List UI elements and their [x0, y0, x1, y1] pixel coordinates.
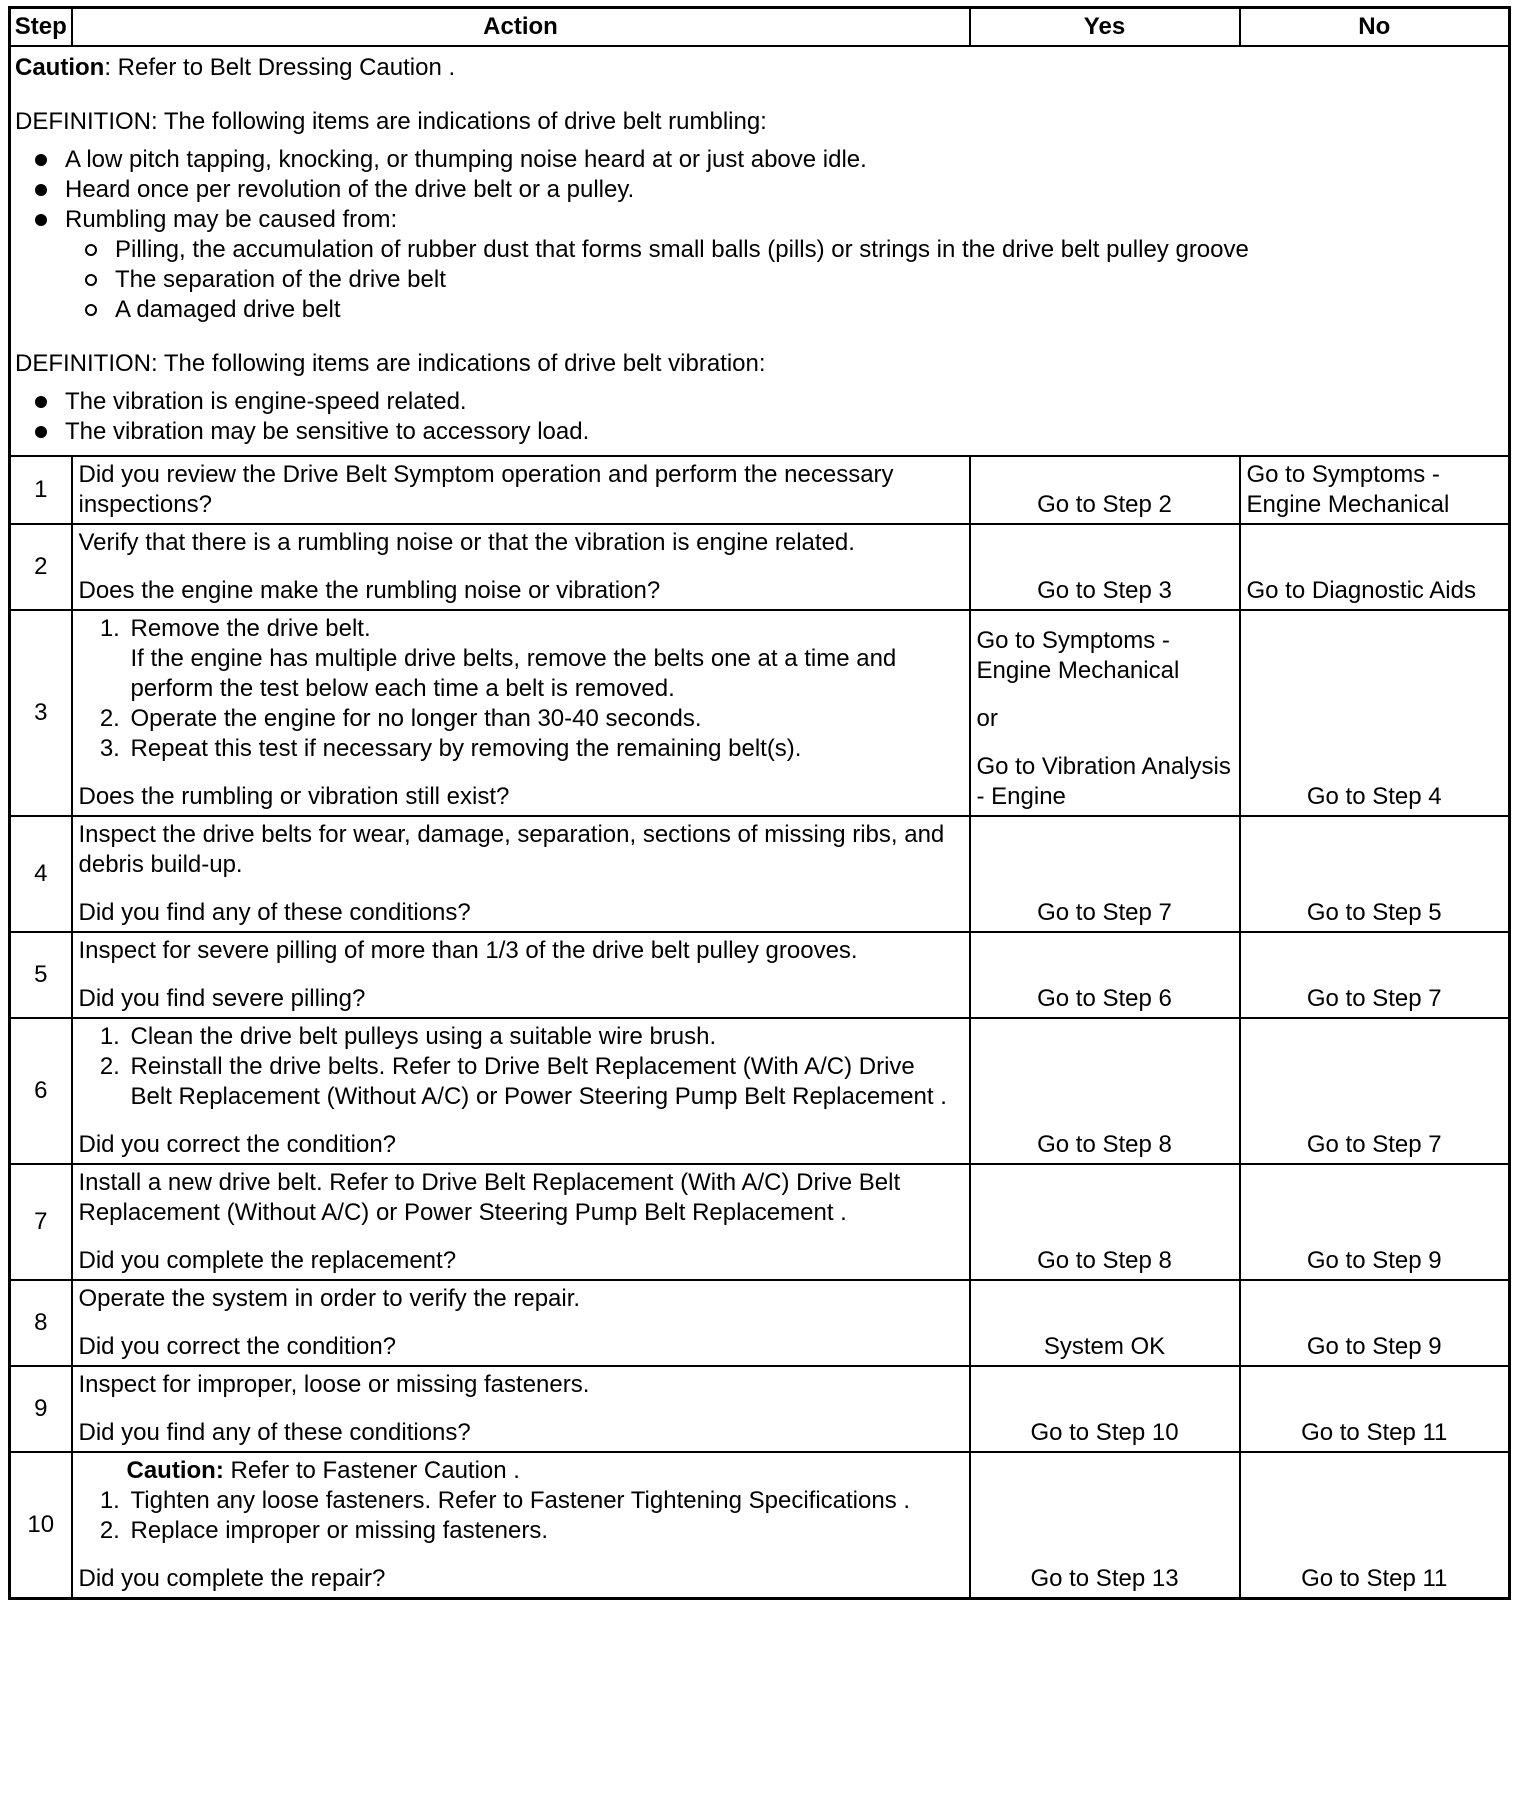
action-cell [72, 524, 970, 610]
list-item: 2. Replace improper or missing fasteners. [127, 1516, 963, 1546]
list-item: 2. Reinstall the drive belts. Refer to Drive Belt Replacement (With A/C) Drive Belt Replacement (Without A/C) or Power Steering Pump Belt Replacement . [127, 1052, 963, 1112]
yes-cell: Go to Step 8 [970, 1164, 1240, 1280]
list-item: 1. Clean the drive belt pulleys using a suitable wire brush. [127, 1022, 963, 1052]
action-cell [72, 1366, 970, 1452]
action-steps [79, 1022, 963, 1112]
action-question: Did you find any of these conditions? [78, 1419, 471, 1446]
action-question: Did you find any of these conditions? [78, 899, 471, 926]
step-number: 5 [10, 932, 72, 1018]
list-item: A low pitch tapping, knocking, or thumping noise heard at or just above idle. [35, 145, 1504, 175]
action-text: Verify that there is a rumbling noise or that the vibration is engine related. [78, 529, 855, 556]
action-question: Did you complete the replacement? [78, 1247, 457, 1274]
list-item: 2. Operate the engine for no longer than 30-40 seconds. [127, 704, 963, 734]
table-row [10, 1018, 1510, 1164]
action-steps [79, 1486, 963, 1546]
step-number: 4 [10, 816, 72, 932]
yes-cell: Go to Step 10 [970, 1366, 1240, 1452]
no-cell: Go to Step 7 [1240, 932, 1510, 1018]
list-item: Pilling, the accumulation of rubber dust that forms small balls (pills) or strings in the drive belt pulley groove [85, 235, 1504, 265]
header-step: Step [10, 8, 72, 47]
no-cell: Go to Step 9 [1240, 1164, 1510, 1280]
step-number: 6 [10, 1018, 72, 1164]
no-cell: Go to Step 9 [1240, 1280, 1510, 1366]
caution-text: : Refer to Belt Dressing Caution . [104, 54, 456, 81]
intro-row [10, 46, 1510, 456]
yes-cell [970, 610, 1240, 816]
definition-vibration: DEFINITION: The following items are indications of drive belt vibration: [15, 350, 766, 377]
yes-option-b: Go to Vibration Analysis - Engine [976, 753, 1231, 810]
list-item-text: Remove the drive belt. [130, 615, 371, 642]
rumbling-list [15, 145, 1504, 325]
step-number: 10 [10, 1452, 72, 1599]
step-number: 8 [10, 1280, 72, 1366]
list-item: Heard once per revolution of the drive belt or a pulley. [35, 175, 1504, 205]
list-item: The separation of the drive belt [85, 265, 1504, 295]
yes-cell: System OK [970, 1280, 1240, 1366]
header-yes: Yes [970, 8, 1240, 47]
header-action: Action [72, 8, 970, 47]
list-item-text: Rumbling may be caused from: [65, 206, 398, 233]
action-steps [79, 614, 963, 764]
action-text: Inspect for severe pilling of more than 1/3 of the drive belt pulley grooves. [78, 937, 858, 964]
step-number: 1 [10, 456, 72, 524]
no-cell: Go to Step 4 [1240, 610, 1510, 816]
no-cell: Go to Diagnostic Aids [1240, 524, 1510, 610]
table-row [10, 1280, 1510, 1366]
table-row [10, 610, 1510, 816]
table-row [10, 1366, 1510, 1452]
caution-line [79, 1456, 963, 1486]
yes-cell: Go to Step 2 [970, 456, 1240, 524]
caution-label: Caution [15, 54, 105, 81]
action-cell [72, 1452, 970, 1599]
action-cell [72, 816, 970, 932]
no-cell: Go to Symptoms - Engine Mechanical [1240, 456, 1510, 524]
definition-rumbling: DEFINITION: The following items are indications of drive belt rumbling: [15, 108, 767, 135]
vibration-list [15, 387, 1504, 447]
action-question: Does the rumbling or vibration still exist? [78, 783, 510, 810]
list-item: 1. Tighten any loose fasteners. Refer to Fastener Tightening Specifications . [127, 1486, 963, 1516]
header-no: No [1240, 8, 1510, 47]
list-item [127, 614, 963, 704]
step-number: 7 [10, 1164, 72, 1280]
list-item-note: If the engine has multiple drive belts, remove the belts one at a time and perform the test below each time a belt is removed. [130, 645, 897, 702]
caution-label: Caution: [126, 1457, 224, 1484]
no-cell: Go to Step 11 [1240, 1366, 1510, 1452]
action-question: Did you correct the condition? [78, 1333, 397, 1360]
table-row [10, 932, 1510, 1018]
no-cell: Go to Step 11 [1240, 1452, 1510, 1599]
table-row [10, 524, 1510, 610]
table-row [10, 456, 1510, 524]
yes-cell: Go to Step 8 [970, 1018, 1240, 1164]
action-cell [72, 1164, 970, 1280]
table-row [10, 1452, 1510, 1599]
action-text: Operate the system in order to verify the repair. [78, 1285, 581, 1312]
action-question: Does the engine make the rumbling noise or vibration? [78, 577, 661, 604]
action-text: Install a new drive belt. Refer to Drive Belt Replacement (With A/C) Drive Belt Replacement (Without A/C) or Power Steering Pump Belt Replacement . [78, 1169, 901, 1226]
list-item [35, 205, 1504, 325]
list-item: The vibration may be sensitive to accessory load. [35, 417, 1504, 447]
action-cell: Did you review the Drive Belt Symptom operation and perform the necessary inspections? [72, 456, 970, 524]
no-cell: Go to Step 5 [1240, 816, 1510, 932]
step-number: 2 [10, 524, 72, 610]
yes-cell: Go to Step 7 [970, 816, 1240, 932]
yes-or: or [976, 705, 998, 732]
action-cell [72, 1018, 970, 1164]
action-question: Did you correct the condition? [78, 1131, 397, 1158]
list-item: 3. Repeat this test if necessary by removing the remaining belt(s). [127, 734, 963, 764]
rumbling-causes-list [65, 235, 1504, 325]
yes-cell: Go to Step 6 [970, 932, 1240, 1018]
header-row [10, 8, 1510, 47]
action-question: Did you find severe pilling? [78, 985, 366, 1012]
action-cell [72, 1280, 970, 1366]
action-cell [72, 610, 970, 816]
step-number: 9 [10, 1366, 72, 1452]
intro-cell [10, 46, 1510, 456]
yes-option-a: Go to Symptoms - Engine Mechanical [976, 627, 1180, 684]
action-text: Inspect for improper, loose or missing fasteners. [78, 1371, 590, 1398]
table-row [10, 1164, 1510, 1280]
no-cell: Go to Step 7 [1240, 1018, 1510, 1164]
action-cell [72, 932, 970, 1018]
step-number: 3 [10, 610, 72, 816]
yes-cell: Go to Step 3 [970, 524, 1240, 610]
table-row [10, 816, 1510, 932]
list-item: The vibration is engine-speed related. [35, 387, 1504, 417]
diagnostic-table [8, 6, 1511, 1600]
caution-text: Refer to Fastener Caution . [223, 1457, 520, 1484]
caution-line [15, 53, 1504, 83]
list-item: A damaged drive belt [85, 295, 1504, 325]
yes-cell: Go to Step 13 [970, 1452, 1240, 1599]
action-text: Inspect the drive belts for wear, damage, separation, sections of missing ribs, and debris build-up. [78, 821, 945, 878]
action-question: Did you complete the repair? [78, 1565, 386, 1592]
